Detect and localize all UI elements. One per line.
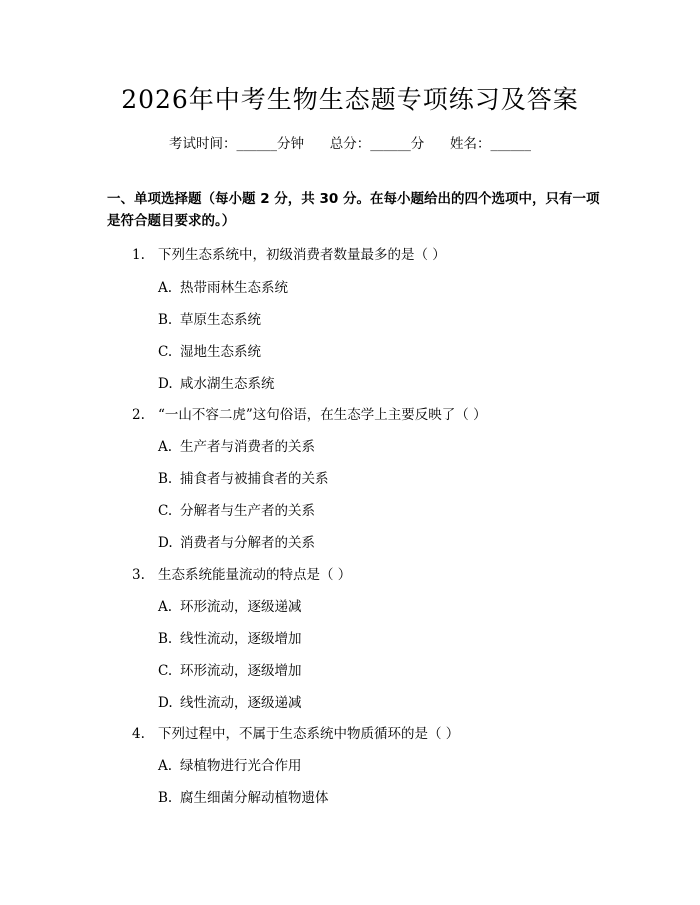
option-3a [158, 595, 302, 615]
option-label: A. [158, 599, 173, 615]
option-2d [158, 531, 315, 551]
option-2c [158, 499, 315, 519]
option-text: 环形流动，逐级增加 [180, 663, 302, 679]
question-stem: 下列生态系统中，初级消费者数量最多的是（ ） [158, 247, 446, 263]
option-1b [158, 308, 261, 328]
option-label: C. [158, 344, 173, 360]
option-2b [158, 467, 329, 487]
page-title: 2026年中考生物生态题专项练习及答案 [121, 85, 579, 114]
question-number: 3. [132, 567, 145, 583]
option-label: A. [158, 280, 173, 296]
question-3 [132, 563, 351, 583]
question-4 [132, 722, 459, 742]
option-text: 捕食者与被捕食者的关系 [180, 471, 329, 487]
option-label: D. [158, 535, 173, 551]
option-label: B. [158, 790, 173, 806]
section-heading: 一、单项选择题（每小题 2 分，共 30 分。在每小题给出的四个选项中，只有一项是符合题目要求的。） [107, 191, 600, 229]
question-1 [132, 243, 446, 263]
option-1d [158, 372, 275, 392]
question-2 [132, 403, 487, 423]
option-3d [158, 691, 302, 711]
question-stem: “一山不容二虎”这句俗语，在生态学上主要反映了（ ） [158, 407, 487, 423]
question-number: 1. [132, 247, 145, 263]
option-text: 生产者与消费者的关系 [180, 439, 315, 455]
option-label: D. [158, 376, 173, 392]
option-text: 绿植物进行光合作用 [180, 758, 302, 774]
option-3c [158, 659, 302, 679]
option-2a [158, 435, 315, 455]
option-text: 热带雨林生态系统 [180, 280, 288, 296]
option-3b [158, 627, 302, 647]
option-label: A. [158, 439, 173, 455]
option-text: 湿地生态系统 [180, 344, 261, 360]
option-text: 消费者与分解者的关系 [180, 535, 315, 551]
option-text: 线性流动，逐级增加 [180, 631, 302, 647]
option-label: B. [158, 471, 173, 487]
option-text: 分解者与生产者的关系 [180, 503, 315, 519]
question-stem: 下列过程中，不属于生态系统中物质循环的是（ ） [158, 726, 460, 742]
option-label: C. [158, 503, 173, 519]
option-1c [158, 340, 261, 360]
option-text: 线性流动，逐级递减 [180, 695, 302, 711]
question-number: 4. [132, 726, 145, 742]
option-text: 环形流动，逐级递减 [180, 599, 302, 615]
option-1a [158, 276, 288, 296]
option-text: 草原生态系统 [180, 312, 261, 328]
option-label: B. [158, 631, 173, 647]
exam-info: 考试时间：______分钟 总分：______分 姓名：______ [169, 136, 531, 152]
option-label: A. [158, 758, 173, 774]
option-label: D. [158, 695, 173, 711]
option-4b [158, 786, 329, 806]
option-text: 咸水湖生态系统 [180, 376, 275, 392]
question-stem: 生态系统能量流动的特点是（ ） [158, 567, 352, 583]
question-number: 2. [132, 407, 145, 423]
option-label: B. [158, 312, 173, 328]
option-text: 腐生细菌分解动植物遗体 [180, 790, 329, 806]
option-label: C. [158, 663, 173, 679]
option-4a [158, 754, 302, 774]
